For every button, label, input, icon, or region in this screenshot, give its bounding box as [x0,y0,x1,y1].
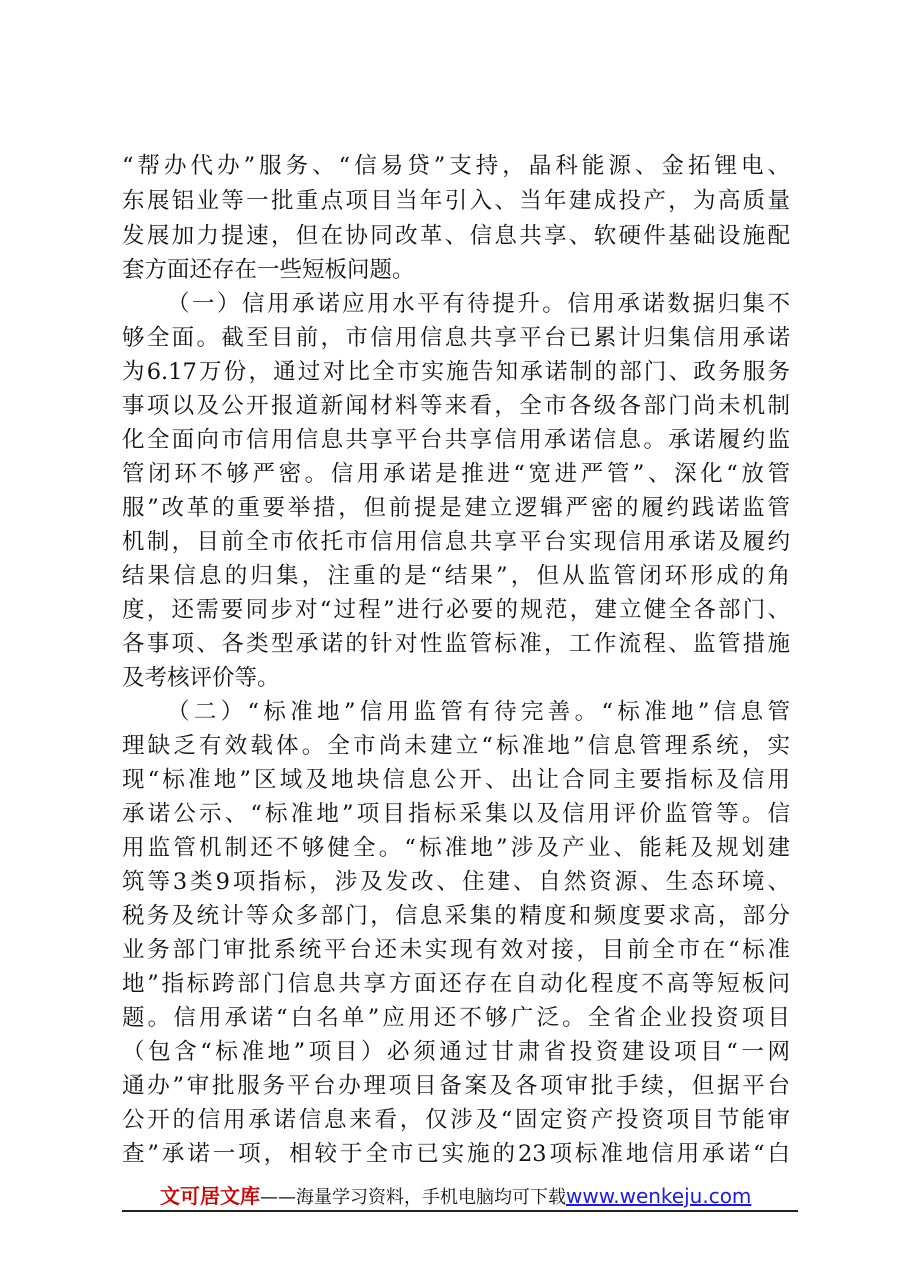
text-line: 为6.17万份，通过对比全市实施告知承诺制的部门、政务服务 [122,359,790,385]
text-line: 题。信用承诺“白名单”应用还不够广泛。全省企业投资项目 [122,1005,790,1031]
text-line: 发展加力提速，但在协同改革、信息共享、软硬件基础设施配 [122,223,790,249]
text-line: 及考核评价等。 [122,665,280,691]
text-line: （包含“标准地”项目）必须通过甘肃省投资建设项目“一网 [122,1039,790,1065]
text-line: 用监管机制还不够健全。“标准地”涉及产业、能耗及规划建 [122,835,790,861]
footer-tagline: ——海量学习资料，手机电脑均可下载 [260,1187,566,1208]
text-line: 套方面还存在一些短板问题。 [122,257,415,283]
text-line: 化全面向市信用信息共享平台共享信用承诺信息。承诺履约监 [122,427,790,453]
text-line: 业务部门审批系统平台还未实现有效对接，目前全市在“标准 [122,937,790,963]
text-line: 服”改革的重要举措，但前提是建立逻辑严密的履约践诺监管 [122,495,790,521]
text-line: 公开的信用承诺信息来看，仅涉及“固定资产投资项目节能审 [122,1107,790,1133]
section-heading-line: （一）信用承诺应用水平有待提升。信用承诺数据归集不 [167,291,790,317]
text-line: 度，还需要同步对“过程”进行必要的规范，建立健全各部门、 [122,597,790,623]
text-line: 事项以及公开报道新闻材料等来看，全市各级各部门尚未机制 [122,393,790,419]
text-line: 筑等3类9项指标，涉及发改、住建、自然资源、生态环境、 [122,869,790,895]
page-footer [160,1181,780,1211]
text-line: 东展铝业等一批重点项目当年引入、当年建成投产，为高质量 [122,188,790,214]
footer-brand: 文可居文库 [160,1184,260,1208]
text-line: 结果信息的归集，注重的是“结果”，但从监管闭环形成的角 [122,563,790,589]
text-line: 通办”审批服务平台办理项目备案及各项审批手续，但据平台 [122,1073,790,1099]
section-heading-line: （二）“标准地”信用监管有待完善。“标准地”信息管 [167,699,790,725]
text-line: 各事项、各类型承诺的针对性监管标准，工作流程、监管措施 [122,631,790,657]
text-line: 地”指标跨部门信息共享方面还存在自动化程度不高等短板问 [122,971,790,997]
text-line: “帮办代办”服务、“信易贷”支持，晶科能源、金拓锂电、 [122,153,790,179]
text-line: 管闭环不够严密。信用承诺是推进“宽进严管”、深化“放管 [122,461,790,487]
text-line: 理缺乏有效载体。全市尚未建立“标准地”信息管理系统，实 [122,733,790,759]
text-line: 机制，目前全市依托市信用信息共享平台实现信用承诺及履约 [122,529,790,555]
footer-divider [122,1210,798,1212]
text-line: 现“标准地”区域及地块信息公开、出让合同主要指标及信用 [122,767,790,793]
footer-url-link[interactable]: www.wenkeju.com [566,1184,752,1208]
text-line: 查”承诺一项，相较于全市已实施的23项标准地信用承诺“白 [122,1141,790,1167]
text-line: 够全面。截至目前，市信用信息共享平台已累计归集信用承诺 [122,325,790,351]
text-line: 承诺公示、“标准地”项目指标采集以及信用评价监管等。信 [122,801,790,827]
text-line: 税务及统计等众多部门，信息采集的精度和频度要求高，部分 [122,903,790,929]
